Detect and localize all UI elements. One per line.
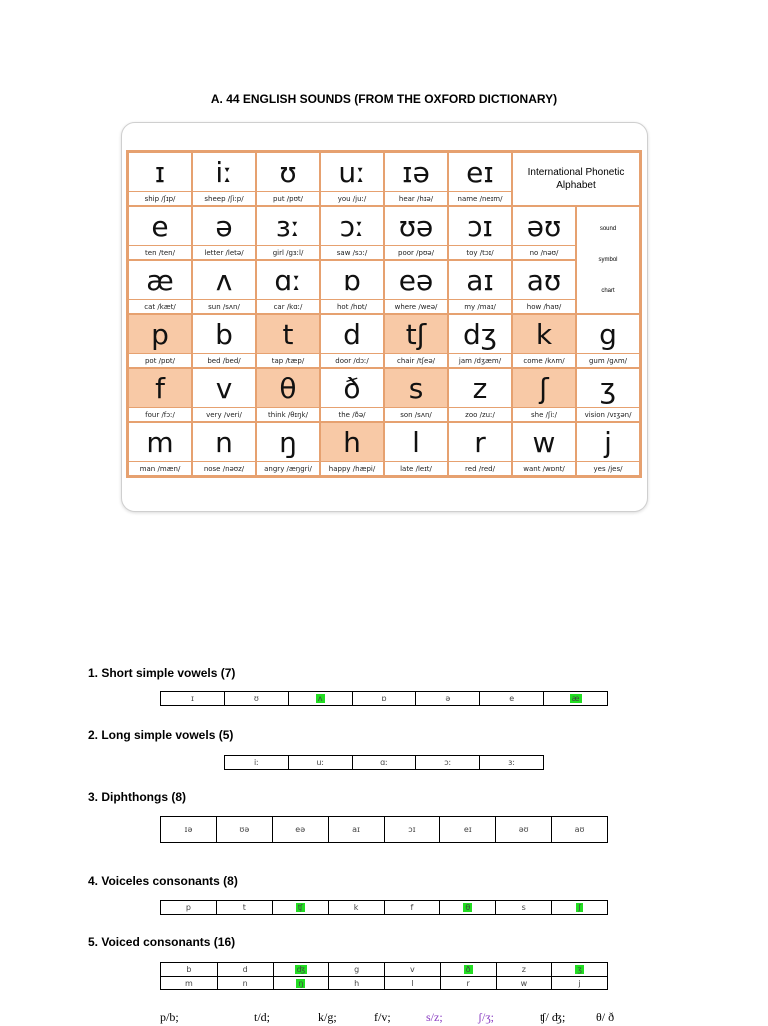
ipa-example-word: the /ðə/ <box>321 407 383 421</box>
ipa-example-word: yes /jes/ <box>577 461 639 475</box>
ipa-example-word: late /leɪt/ <box>385 461 447 475</box>
diphthongs-table <box>160 816 608 843</box>
sound-cell <box>217 963 273 976</box>
sound-cell <box>384 817 440 842</box>
ipa-symbol: uː <box>338 155 366 189</box>
ipa-example-word: sun /sʌn/ <box>193 299 255 313</box>
ipa-symbol: eə <box>398 263 434 297</box>
ipa-symbol: ɪ <box>154 155 166 189</box>
sound-cell <box>495 817 551 842</box>
ipa-cell <box>448 260 512 314</box>
ipa-symbol: n <box>215 425 233 459</box>
sound-cell <box>272 901 328 914</box>
sound-cell <box>384 963 440 976</box>
ipa-symbol: ʒ <box>599 371 617 405</box>
sound-cell <box>225 756 288 769</box>
ipa-example-word: come /kʌm/ <box>513 353 575 367</box>
ipa-symbol: t <box>282 317 294 351</box>
ipa-cell <box>128 368 192 422</box>
ipa-symbol: aʊ <box>526 263 562 297</box>
ipa-cell <box>128 314 192 368</box>
ipa-symbol: æ <box>146 263 174 297</box>
sound-symbol: ɪ <box>190 694 194 703</box>
ipa-symbol: ð <box>343 371 361 405</box>
ipa-cell <box>576 314 640 368</box>
ipa-example-word: name /neɪm/ <box>449 191 511 205</box>
consonant-pair: f/v; <box>374 1010 391 1024</box>
ipa-symbol: ŋ <box>279 425 297 459</box>
sound-cell <box>273 963 329 976</box>
ipa-cell <box>448 368 512 422</box>
ipa-example-word: tap /tæp/ <box>257 353 319 367</box>
sound-symbol: d <box>242 965 248 974</box>
ipa-example-word: man /mæn/ <box>129 461 191 475</box>
ipa-cell <box>256 260 320 314</box>
ipa-example-word: very /veri/ <box>193 407 255 421</box>
page-title: A. 44 ENGLISH SOUNDS (FROM THE OXFORD DICTIONARY) <box>210 92 558 106</box>
ipa-cell <box>320 206 384 260</box>
sound-symbol: h <box>354 978 360 988</box>
ipa-cell <box>192 422 256 476</box>
ipa-symbol: j <box>604 425 612 459</box>
ipa-cell <box>384 422 448 476</box>
highlighted-sound: ʃ <box>578 903 581 912</box>
ipa-example-word: cat /kæt/ <box>129 299 191 313</box>
ipa-example-word: where /weə/ <box>385 299 447 313</box>
ipa-cell <box>192 368 256 422</box>
sound-cell <box>288 692 352 705</box>
ipa-example-word: bed /bed/ <box>193 353 255 367</box>
sound-symbol: n <box>242 978 248 988</box>
sound-cell <box>161 692 224 705</box>
ipa-cell <box>192 206 256 260</box>
ipa-cell <box>256 152 320 206</box>
sound-symbol: k <box>353 903 359 912</box>
ipa-cell <box>384 368 448 422</box>
sound-symbol: b <box>186 965 192 974</box>
sound-symbol: m <box>184 978 193 988</box>
sound-symbol: ɔɪ <box>408 825 416 834</box>
sound-symbol: iː <box>253 758 259 767</box>
sound-symbol: v <box>410 965 415 974</box>
sound-symbol: eə <box>295 825 306 834</box>
consonant-pair: ʃ/ʒ; <box>478 1010 494 1024</box>
ipa-symbol: f <box>155 371 165 405</box>
sound-symbol: aʊ <box>574 825 585 834</box>
ipa-example-word: saw /sɔː/ <box>321 245 383 259</box>
ipa-example-word: angry /æŋgri/ <box>257 461 319 475</box>
ipa-symbol: ɔɪ <box>467 209 493 243</box>
ipa-symbol: ɜː <box>275 209 301 243</box>
ipa-symbol: iː <box>215 155 233 189</box>
sound-cell <box>479 692 543 705</box>
section-heading-voiceless: 4. Voiceles consonants (8) <box>88 874 238 888</box>
ipa-cell <box>576 368 640 422</box>
sound-cell <box>161 817 216 842</box>
ipa-example-word: chair /tʃeə/ <box>385 353 447 367</box>
ipa-example-word: letter /letə/ <box>193 245 255 259</box>
ipa-symbol: s <box>408 371 424 405</box>
ipa-cell <box>192 260 256 314</box>
sound-symbol: ɜː <box>508 758 516 767</box>
ipa-chart-grid <box>126 150 642 478</box>
ipa-cell <box>128 152 192 206</box>
ipa-cell <box>320 314 384 368</box>
sound-symbol: ə <box>445 694 451 703</box>
ipa-symbol: z <box>472 371 488 405</box>
ipa-example-word: sheep /ʃiːp/ <box>193 191 255 205</box>
ipa-example-word: how /haʊ/ <box>513 299 575 313</box>
ipa-example-word: hot /hɒt/ <box>321 299 383 313</box>
sound-cell <box>551 817 607 842</box>
sound-symbol: l <box>411 978 414 988</box>
sound-symbol: ɒ <box>381 694 387 703</box>
ipa-cell <box>448 206 512 260</box>
ipa-symbol: ə <box>215 209 233 243</box>
ipa-cell <box>512 368 576 422</box>
sound-symbol: s <box>521 903 526 912</box>
ipa-cell <box>384 206 448 260</box>
sound-cell <box>384 976 440 989</box>
ipa-symbol: dʒ <box>463 317 497 351</box>
section-heading-long-vowels: 2. Long simple vowels (5) <box>88 728 234 742</box>
ipa-symbol: r <box>474 425 486 459</box>
sound-cell <box>495 901 551 914</box>
ipa-cell <box>320 260 384 314</box>
ipa-example-word: red /red/ <box>449 461 511 475</box>
sound-symbol: t <box>242 903 246 912</box>
section-heading-diphthongs: 3. Diphthongs (8) <box>88 790 186 804</box>
ipa-example-word: zoo /zuː/ <box>449 407 511 421</box>
highlighted-sound: ŋ <box>298 978 304 988</box>
sound-cell <box>216 817 272 842</box>
ipa-symbol: h <box>343 425 361 459</box>
ipa-symbol: w <box>532 425 556 459</box>
ipa-symbol: d <box>343 317 361 351</box>
ipa-cell <box>448 422 512 476</box>
ipa-example-word: poor /pʊə/ <box>385 245 447 259</box>
sound-cell <box>224 692 288 705</box>
ipa-example-word: gum /gʌm/ <box>577 353 639 367</box>
ipa-example-word: nose /nəʊz/ <box>193 461 255 475</box>
sound-symbol: uː <box>316 758 325 767</box>
ipa-cell <box>128 422 192 476</box>
ipa-example-word: vision /vɪʒən/ <box>577 407 639 421</box>
sound-cell <box>384 901 440 914</box>
ipa-symbol: ɔː <box>339 209 365 243</box>
sound-symbol: ɪə <box>184 825 193 834</box>
highlighted-sound: æ <box>571 694 580 703</box>
sound-cell <box>328 817 384 842</box>
ipa-cell <box>320 422 384 476</box>
sound-cell <box>551 901 607 914</box>
ipa-cell <box>320 152 384 206</box>
sound-cell <box>551 963 607 976</box>
ipa-example-word: son /sʌn/ <box>385 407 447 421</box>
ipa-example-word: want /wɒnt/ <box>513 461 575 475</box>
highlighted-sound: ʌ <box>317 694 323 703</box>
ipa-cell <box>320 368 384 422</box>
ipa-symbol: ɑː <box>274 263 302 297</box>
ipa-cell <box>448 314 512 368</box>
sound-symbol: r <box>466 978 470 988</box>
ipa-example-word: you /juː/ <box>321 191 383 205</box>
ipa-symbol: ʃ <box>539 371 549 405</box>
voiced-consonants-table <box>160 962 608 990</box>
sound-symbol: əʊ <box>518 825 529 834</box>
sound-cell <box>217 976 273 989</box>
sound-cell <box>439 817 495 842</box>
ipa-symbol: ɒ <box>343 263 361 297</box>
ipa-example-word: my /maɪ/ <box>449 299 511 313</box>
ipa-cell <box>384 260 448 314</box>
ipa-chart-header: International Phonetic Alphabet <box>512 152 640 206</box>
section-heading-short-vowels: 1. Short simple vowels (7) <box>88 666 236 680</box>
ipa-cell <box>256 314 320 368</box>
ipa-cell <box>128 260 192 314</box>
ipa-example-word: toy /tɔɪ/ <box>449 245 511 259</box>
ipa-chart-side-labels <box>576 206 640 314</box>
sound-symbol: aɪ <box>352 825 360 834</box>
ipa-symbol: g <box>599 317 617 351</box>
ipa-example-word: jam /dʒæm/ <box>449 353 511 367</box>
sound-cell <box>352 756 416 769</box>
ipa-cell <box>448 152 512 206</box>
ipa-cell <box>512 422 576 476</box>
ipa-cell <box>512 314 576 368</box>
section-heading-voiced: 5. Voiced consonants (16) <box>88 935 236 949</box>
ipa-example-word: hear /hɪə/ <box>385 191 447 205</box>
ipa-cell <box>192 314 256 368</box>
consonant-pair: θ/ ð <box>596 1010 615 1024</box>
highlighted-sound: ʤ <box>296 965 306 974</box>
ipa-example-word: pot /pɒt/ <box>129 353 191 367</box>
sound-cell <box>496 976 552 989</box>
sound-symbol: e <box>509 694 515 703</box>
sound-cell <box>272 817 328 842</box>
sound-cell <box>161 976 217 989</box>
side-label: chart <box>601 288 615 295</box>
ipa-example-word: door /dɔː/ <box>321 353 383 367</box>
sound-cell <box>216 901 272 914</box>
ipa-symbol: b <box>215 317 233 351</box>
sound-cell <box>328 901 384 914</box>
sound-symbol: ɔː <box>444 758 452 767</box>
sound-symbol: j <box>578 978 581 988</box>
sound-symbol: p <box>185 903 191 912</box>
ipa-example-word: four /fɔː/ <box>129 407 191 421</box>
ipa-symbol: ʌ <box>215 263 233 297</box>
ipa-example-word: ship /ʃɪp/ <box>129 191 191 205</box>
consonant-pair: ʧ/ ʤ; <box>540 1010 566 1024</box>
ipa-cell <box>128 206 192 260</box>
ipa-symbol: m <box>146 425 174 459</box>
ipa-symbol: k <box>535 317 553 351</box>
ipa-cell <box>256 368 320 422</box>
sound-cell <box>479 756 543 769</box>
sound-cell <box>551 976 607 989</box>
ipa-symbol: əʊ <box>526 209 562 243</box>
sound-symbol: w <box>520 978 528 988</box>
ipa-example-word: happy /hæpi/ <box>321 461 383 475</box>
consonant-pair: p/b; <box>160 1010 179 1024</box>
ipa-example-word: ten /ten/ <box>129 245 191 259</box>
sound-cell <box>328 976 384 989</box>
sound-cell <box>161 901 216 914</box>
ipa-cell <box>384 152 448 206</box>
ipa-symbol: eɪ <box>466 155 494 189</box>
sound-cell <box>288 756 352 769</box>
sound-cell <box>273 976 329 989</box>
ipa-cell <box>256 206 320 260</box>
sound-cell <box>439 901 495 914</box>
sound-cell <box>415 692 479 705</box>
ipa-symbol: aɪ <box>466 263 494 297</box>
sound-cell <box>440 976 496 989</box>
consonant-pair: s/z; <box>426 1010 443 1024</box>
highlighted-sound: θ <box>465 903 471 912</box>
ipa-symbol: ʊ <box>279 155 297 189</box>
sound-cell <box>352 692 416 705</box>
highlighted-sound: ʧ <box>297 903 303 912</box>
consonant-pair: t/d; <box>254 1010 271 1024</box>
sound-symbol: ʊ <box>253 694 259 703</box>
ipa-symbol: θ <box>279 371 297 405</box>
ipa-example-word: car /kɑː/ <box>257 299 319 313</box>
ipa-symbol: tʃ <box>405 317 427 351</box>
ipa-example-word: think /θɪŋk/ <box>257 407 319 421</box>
ipa-symbol: v <box>215 371 233 405</box>
ipa-example-word: no /nəʊ/ <box>513 245 575 259</box>
highlighted-sound: ʒ <box>577 965 582 974</box>
sound-cell <box>415 756 479 769</box>
ipa-cell <box>384 314 448 368</box>
ipa-cell <box>512 260 576 314</box>
ipa-example-word: she /ʃiː/ <box>513 407 575 421</box>
voiceless-consonants-table <box>160 900 608 915</box>
long-vowels-table <box>224 755 544 770</box>
ipa-symbol: p <box>151 317 169 351</box>
sound-symbol: eɪ <box>463 825 472 834</box>
ipa-symbol: ʊə <box>398 209 434 243</box>
highlighted-sound: ð <box>465 965 471 974</box>
sound-symbol: g <box>354 965 360 974</box>
side-label: sound <box>599 225 617 232</box>
side-label: symbol <box>598 256 618 263</box>
ipa-cell <box>576 422 640 476</box>
ipa-example-word: girl /gɜːl/ <box>257 245 319 259</box>
sound-symbol: ɑː <box>380 758 388 767</box>
ipa-cell <box>256 422 320 476</box>
sound-cell <box>328 963 384 976</box>
sound-cell <box>440 963 496 976</box>
short-vowels-table <box>160 691 608 706</box>
sound-cell <box>161 963 217 976</box>
ipa-cell <box>192 152 256 206</box>
ipa-example-word: put /pʊt/ <box>257 191 319 205</box>
ipa-symbol: ɪə <box>402 155 430 189</box>
ipa-symbol: l <box>412 425 420 459</box>
ipa-symbol: e <box>151 209 169 243</box>
sound-cell <box>496 963 552 976</box>
consonant-pair: k/g; <box>318 1010 337 1024</box>
sound-symbol: f <box>410 903 414 912</box>
sound-symbol: z <box>521 965 526 974</box>
ipa-cell <box>512 206 576 260</box>
sound-symbol: ʊə <box>239 825 250 834</box>
sound-cell <box>543 692 607 705</box>
